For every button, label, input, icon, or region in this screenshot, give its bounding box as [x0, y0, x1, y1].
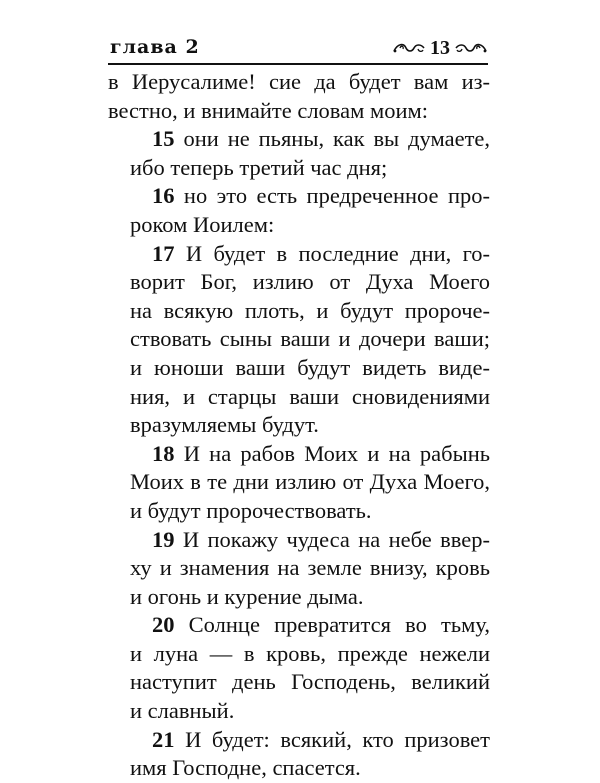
verse-20	[108, 611, 490, 725]
text-line	[108, 182, 490, 211]
text-line	[108, 297, 490, 326]
running-header	[108, 36, 488, 66]
line-text: роком Иоилем:	[130, 211, 275, 237]
text-line	[108, 526, 490, 555]
verse-15	[108, 125, 490, 182]
text-line	[108, 611, 490, 640]
line-text: ствовать сыны ваши и дочери ваши;	[130, 326, 490, 352]
verse-16	[108, 182, 490, 239]
line-text: И на рабов Моих и на рабынь	[183, 440, 490, 466]
verse-number: 15	[152, 126, 175, 152]
text-line	[108, 154, 490, 183]
line-text: вразумляемы будут.	[130, 412, 319, 438]
line-text: и юноши ваши будут видеть виде-	[130, 354, 490, 380]
line-text: и будут пророчествовать.	[130, 497, 372, 523]
page-number-group	[392, 36, 488, 60]
line-text: и луна — в кровь, прежде нежели	[130, 640, 490, 666]
line-text: они не пьяны, как вы думаете,	[183, 126, 491, 152]
verse-18	[108, 440, 490, 526]
verse-number: 20	[152, 612, 175, 638]
ornament-left-icon	[392, 41, 426, 55]
verse-21	[108, 726, 490, 783]
text-line	[108, 411, 490, 440]
text-line	[108, 468, 490, 497]
line-text: наступит день Господень, великий	[130, 669, 490, 695]
text-line	[108, 125, 490, 154]
line-text: имя Господне, спасется.	[130, 755, 361, 781]
text-line	[108, 354, 490, 383]
verse-number: 19	[152, 526, 175, 552]
line-text: и славный.	[130, 698, 235, 724]
text-line	[108, 554, 490, 583]
verse-number: 17	[152, 240, 175, 266]
text-line	[108, 754, 490, 783]
verse-19	[108, 526, 490, 612]
line-text: вестно, и внимайте словам моим:	[108, 97, 428, 123]
text-line	[108, 383, 490, 412]
text-line	[108, 211, 490, 240]
line-text: Моих в те дни излию от Духа Моего,	[130, 469, 490, 495]
verse-number: 18	[152, 440, 175, 466]
text-line	[108, 68, 490, 97]
header-rule	[108, 63, 488, 65]
page-number: 13	[430, 36, 450, 59]
line-text: Солнце превратится во тьму,	[188, 612, 490, 638]
text-line	[108, 583, 490, 612]
text-line	[108, 97, 490, 126]
line-text: на всякую плоть, и будут пророче-	[130, 297, 490, 323]
text-line	[108, 268, 490, 297]
text-line	[108, 440, 490, 469]
line-text: и огонь и курение дыма.	[130, 583, 364, 609]
verse-17	[108, 240, 490, 440]
line-text: ворит Бог, излию от Духа Моего	[130, 269, 490, 295]
verse-continuation	[108, 68, 490, 125]
verse-number: 16	[152, 183, 175, 209]
verse-number: 21	[152, 726, 175, 752]
chapter-title: глава 2	[110, 36, 200, 58]
ornament-right-icon	[454, 41, 488, 55]
line-text: в Иерусалиме! сие да будет вам из-	[108, 69, 490, 94]
line-text: И будет в последние дни, го-	[185, 240, 491, 266]
line-text: ния, и старцы ваши сновидениями	[130, 383, 490, 409]
line-text: И будет: всякий, кто призовет	[185, 726, 491, 752]
text-line	[108, 325, 490, 354]
text-line	[108, 240, 490, 269]
line-text: ибо теперь третий час дня;	[130, 154, 388, 180]
text-line	[108, 668, 490, 697]
text-line	[108, 697, 490, 726]
line-text: И покажу чудеса на небе ввер-	[182, 526, 490, 552]
text-line	[108, 640, 490, 669]
line-text: ху и знамения на земле внизу, кровь	[130, 555, 490, 581]
line-text: но это есть предреченное про-	[183, 183, 490, 209]
text-line	[108, 497, 490, 526]
scripture-text	[108, 68, 490, 783]
